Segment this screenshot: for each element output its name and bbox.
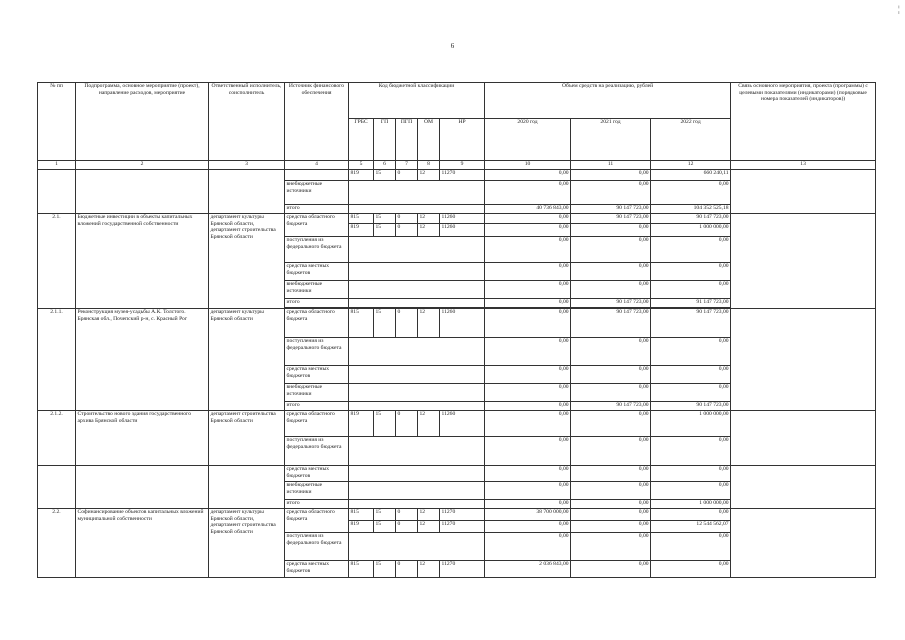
- table-cell: средства местных бюджетов: [285, 466, 349, 482]
- table-cell: 0,00: [571, 533, 651, 561]
- empty-cell: [38, 170, 76, 214]
- empty-cell: [349, 533, 485, 561]
- table-cell: 819: [349, 224, 374, 237]
- table-cell: 0,00: [485, 521, 571, 533]
- table-cell: 11270: [440, 509, 485, 521]
- empty-cell: [209, 466, 285, 509]
- table-cell: 0,00: [485, 263, 571, 281]
- table-cell: итого: [285, 299, 349, 308]
- table-cell: 0,00: [651, 509, 731, 521]
- table-cell: 15: [374, 224, 396, 237]
- empty-cell: [349, 299, 485, 308]
- table-cell: 11270: [440, 170, 485, 181]
- header-num: № пп: [38, 83, 76, 161]
- header-executor: Ответственный исполнитель, соисполнитель: [209, 83, 285, 161]
- table-cell: 1 000 000,00: [651, 411, 731, 437]
- table-cell: 15: [374, 214, 396, 224]
- table-cell: 0,00: [485, 237, 571, 263]
- table-cell: 0,00: [571, 384, 651, 402]
- header-budget-code: Код бюджетной классификации: [349, 83, 485, 119]
- empty-cell: [349, 181, 485, 205]
- header-gp: ГП: [374, 119, 396, 161]
- table-cell: 0: [396, 509, 418, 521]
- row-executor: департамент культуры Брянской области, департамент строительства Брянской области: [209, 509, 285, 578]
- row-number: 2.2.: [38, 509, 76, 578]
- table-row: [38, 309, 876, 338]
- table-cell: 0,00: [651, 366, 731, 384]
- table-cell: 2 036 843,00: [485, 561, 571, 578]
- table-cell: поступления из федерального бюджета: [285, 437, 349, 466]
- table-cell: 11260: [440, 411, 485, 437]
- empty-cell: [731, 509, 876, 578]
- table-cell: 0,00: [571, 366, 651, 384]
- table-cell: 0,00: [485, 466, 571, 482]
- table-cell: 90 147 723,00: [571, 309, 651, 338]
- table-cell: 815: [349, 561, 374, 578]
- table-row: [38, 411, 876, 437]
- table-cell: средства областного бюджета: [285, 309, 349, 338]
- table-cell: 0,00: [571, 482, 651, 500]
- row-number: 2.1.1.: [38, 309, 76, 411]
- table-cell: 0: [396, 411, 418, 437]
- table-cell: 90 147 723,00: [571, 402, 651, 411]
- table-cell: 12: [418, 561, 440, 578]
- table-cell: 0,00: [485, 366, 571, 384]
- table-cell: внебюджетные источники: [285, 482, 349, 500]
- row-title: Бюджетные инвестиции в объекты капитальных вложений государственной собственности: [76, 214, 209, 309]
- table-cell: 11270: [440, 521, 485, 533]
- table-cell: 815: [349, 509, 374, 521]
- table-cell: 660 240,11: [651, 170, 731, 181]
- col-num: 1: [38, 161, 76, 170]
- header-2022: 2022 год: [651, 119, 731, 161]
- table-cell: 819: [349, 170, 374, 181]
- empty-cell: [349, 437, 485, 466]
- table-cell: 0,00: [571, 237, 651, 263]
- table-cell: средства областного бюджета: [285, 411, 349, 437]
- table-cell: 90 147 723,00: [651, 309, 731, 338]
- empty-cell: [38, 466, 76, 509]
- table-cell: 0,00: [571, 411, 651, 437]
- table-cell: 11260: [440, 309, 485, 338]
- col-num: 13: [731, 161, 876, 170]
- table-cell: средства областного бюджета: [285, 214, 349, 237]
- table-cell: 0,00: [485, 411, 571, 437]
- table-cell: 0: [396, 561, 418, 578]
- table-cell: 0,00: [651, 281, 731, 299]
- col-num: 4: [285, 161, 349, 170]
- empty-cell: [731, 309, 876, 411]
- row-title: Софинансирование объектов капитальных вложений муниципальной собственности: [76, 509, 209, 578]
- table-cell: средства местных бюджетов: [285, 366, 349, 384]
- table-cell: 0,00: [485, 281, 571, 299]
- table-row: [38, 214, 876, 224]
- header-link: Связь основного мероприятия, проекта (программы) с целевыми показателями (индикаторами) (порядковые номера показателей (индикаторов)): [731, 83, 876, 161]
- row-title: Реконструкция музея-усадьбы А.К. Толстого. Брянская обл., Почепский р-н, с. Красный Рог: [76, 309, 209, 411]
- row-number: 2.1.: [38, 214, 76, 309]
- header-2021: 2021 год: [571, 119, 651, 161]
- table-cell: 90 147 723,00: [571, 214, 651, 224]
- header-nr: НР: [440, 119, 485, 161]
- col-num: 11: [571, 161, 651, 170]
- table-cell: 0,00: [651, 437, 731, 466]
- col-num: 8: [418, 161, 440, 170]
- empty-cell: [349, 466, 485, 482]
- table-cell: 0,00: [485, 500, 571, 509]
- empty-cell: [349, 482, 485, 500]
- col-num: 6: [374, 161, 396, 170]
- table-cell: 90 147 723,00: [651, 402, 731, 411]
- table-cell: 15: [374, 411, 396, 437]
- table-cell: 15: [374, 561, 396, 578]
- header-row: [38, 83, 876, 119]
- table-cell: 0,00: [485, 170, 571, 181]
- empty-cell: [349, 500, 485, 509]
- table-cell: 90 147 723,00: [651, 214, 731, 224]
- table-cell: 0,00: [485, 384, 571, 402]
- table-cell: 0: [396, 170, 418, 181]
- table-row: [38, 509, 876, 521]
- table-cell: поступления из федерального бюджета: [285, 338, 349, 366]
- table-cell: поступления из федерального бюджета: [285, 237, 349, 263]
- table-cell: 1 000 000,00: [651, 224, 731, 237]
- table-cell: 0,00: [571, 170, 651, 181]
- row-title: Строительство нового здания государственного архива Брянской области: [76, 411, 209, 466]
- table-cell: 0,00: [651, 561, 731, 578]
- table-cell: 0: [396, 214, 418, 224]
- table-row: [38, 170, 876, 181]
- table-cell: итого: [285, 500, 349, 509]
- table-cell: 0,00: [571, 281, 651, 299]
- table-cell: поступления из федерального бюджета: [285, 533, 349, 561]
- empty-cell: [349, 237, 485, 263]
- table-cell: 90 147 723,00: [571, 205, 651, 214]
- table-cell: 0: [396, 309, 418, 338]
- header-pgp: ПГП: [396, 119, 418, 161]
- col-num: 12: [651, 161, 731, 170]
- table-cell: итого: [285, 402, 349, 411]
- table-cell: 0,00: [651, 263, 731, 281]
- table-cell: 0,00: [485, 224, 571, 237]
- table-cell: 0,00: [485, 482, 571, 500]
- col-num: 7: [396, 161, 418, 170]
- table-cell: 1 000 000,00: [651, 500, 731, 509]
- header-om: ОМ: [418, 119, 440, 161]
- table-cell: 0,00: [651, 338, 731, 366]
- header-volume: Объем средств на реализацию, рублей: [485, 83, 731, 119]
- table-cell: итого: [285, 205, 349, 214]
- table-cell: 0: [396, 224, 418, 237]
- empty-cell: [731, 466, 876, 509]
- table-cell: 15: [374, 509, 396, 521]
- table-cell: 0,00: [485, 338, 571, 366]
- table-cell: 12: [418, 411, 440, 437]
- header-source: Источник финансового обеспечения: [285, 83, 349, 161]
- table-cell: внебюджетные источники: [285, 181, 349, 205]
- empty-cell: [349, 338, 485, 366]
- column-number-row: [38, 161, 876, 170]
- table-cell: 0,00: [485, 214, 571, 224]
- row-number: 2.1.2.: [38, 411, 76, 466]
- table-cell: 0,00: [571, 181, 651, 205]
- empty-cell: [349, 402, 485, 411]
- empty-cell: [209, 170, 285, 214]
- empty-cell: [349, 281, 485, 299]
- table-cell: 0,00: [571, 509, 651, 521]
- table-cell: 0,00: [651, 533, 731, 561]
- table-cell: 15: [374, 170, 396, 181]
- empty-cell: [731, 411, 876, 466]
- empty-cell: [285, 170, 349, 181]
- empty-cell: [731, 214, 876, 309]
- table-cell: 40 736 843,00: [485, 205, 571, 214]
- table-cell: 0,00: [571, 500, 651, 509]
- empty-cell: [731, 170, 876, 214]
- table-cell: средства местных бюджетов: [285, 263, 349, 281]
- empty-cell: [349, 366, 485, 384]
- scan-edge-mark: ¦: [898, 4, 900, 14]
- table-cell: 90 147 723,00: [571, 299, 651, 308]
- table-cell: 12: [418, 309, 440, 338]
- table-cell: 0: [396, 521, 418, 533]
- row-executor: департамент культуры Брянской области: [209, 309, 285, 411]
- table-cell: 0,00: [651, 482, 731, 500]
- table-cell: 0,00: [485, 181, 571, 205]
- header-program: Подпрограмма, основное мероприятие (проект), направление расходов, мероприятие: [76, 83, 209, 161]
- table-cell: 15: [374, 309, 396, 338]
- table-cell: 815: [349, 309, 374, 338]
- table-cell: 0,00: [571, 521, 651, 533]
- table-row: [38, 466, 876, 482]
- table-cell: внебюджетные источники: [285, 281, 349, 299]
- table-cell: 12: [418, 214, 440, 224]
- table-cell: 12: [418, 224, 440, 237]
- table-cell: 0,00: [485, 402, 571, 411]
- table-cell: средства местных бюджетов: [285, 561, 349, 578]
- table-cell: 819: [349, 411, 374, 437]
- table-cell: 104 352 525,18: [651, 205, 731, 214]
- table-cell: 0,00: [485, 437, 571, 466]
- empty-cell: [349, 384, 485, 402]
- table-cell: 0,00: [651, 237, 731, 263]
- col-num: 2: [76, 161, 209, 170]
- empty-cell: [76, 170, 209, 214]
- table-cell: 12 544 562,07: [651, 521, 731, 533]
- table-cell: 0,00: [571, 338, 651, 366]
- table-cell: 12: [418, 170, 440, 181]
- table-cell: 12: [418, 521, 440, 533]
- table-cell: 0,00: [571, 437, 651, 466]
- table-cell: 38 700 000,00: [485, 509, 571, 521]
- table-cell: 0,00: [571, 561, 651, 578]
- table-cell: 0,00: [571, 466, 651, 482]
- col-num: 10: [485, 161, 571, 170]
- budget-table: [37, 82, 876, 578]
- table-cell: 0,00: [651, 181, 731, 205]
- header-grbs: ГРБС: [349, 119, 374, 161]
- row-executor: департамент культуры Брянской области, департамент строительства Брянской области: [209, 214, 285, 309]
- page-number: 6: [450, 42, 455, 50]
- col-num: 9: [440, 161, 485, 170]
- row-executor: департамент строительства Брянской области: [209, 411, 285, 466]
- col-num: 3: [209, 161, 285, 170]
- table-cell: внебюджетные источники: [285, 384, 349, 402]
- empty-cell: [349, 205, 485, 214]
- table-cell: 11260: [440, 214, 485, 224]
- table-cell: 0,00: [571, 224, 651, 237]
- table-cell: 0,00: [571, 263, 651, 281]
- table-cell: 91 147 723,00: [651, 299, 731, 308]
- table-cell: 11270: [440, 561, 485, 578]
- empty-cell: [76, 466, 209, 509]
- table-cell: 819: [349, 521, 374, 533]
- table-cell: 0,00: [651, 466, 731, 482]
- table-cell: средства областного бюджета: [285, 509, 349, 533]
- table-cell: 815: [349, 214, 374, 224]
- empty-cell: [349, 263, 485, 281]
- header-2020: 2020 год: [485, 119, 571, 161]
- table-cell: 0,00: [485, 309, 571, 338]
- table-cell: 12: [418, 509, 440, 521]
- table-cell: 0,00: [485, 533, 571, 561]
- table-cell: 15: [374, 521, 396, 533]
- table-cell: 0,00: [651, 384, 731, 402]
- table-cell: 0,00: [485, 299, 571, 308]
- col-num: 5: [349, 161, 374, 170]
- table-cell: 11260: [440, 224, 485, 237]
